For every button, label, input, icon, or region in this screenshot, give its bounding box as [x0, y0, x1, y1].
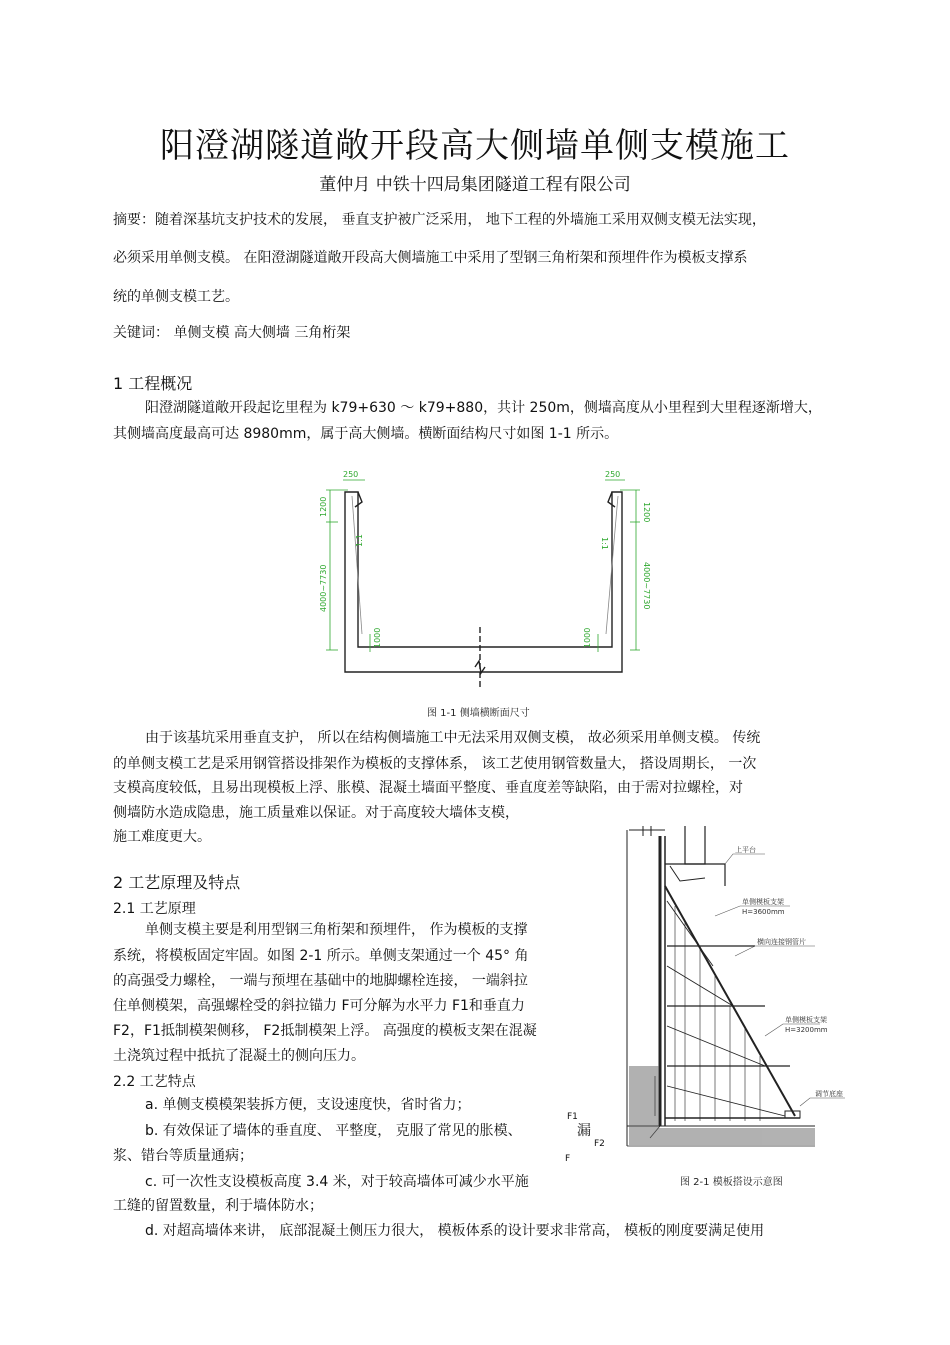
label-connect-pipe: 横向连接钢管片 — [757, 938, 806, 946]
s21-line5: F2，F1抵制模架侧移， F2抵制模架上浮。 高强度的模板支架在混凝 — [113, 1023, 537, 1039]
s1-para1-line1: 阳澄湖隧道敞开段起讫里程为 k79+630 ～ k79+880，共计 250m，侧墙高度从小里程到大里程逐渐增大， — [145, 400, 822, 416]
cross-section-figure — [300, 462, 660, 692]
abstract-line-2: 必须采用单侧支模。 在阳澄湖隧道敞开段高大侧墙施工中采用了型钢三角桁架和预埋件作为模板支撑系 — [113, 250, 748, 266]
feature-b-line1-end: 漏 — [577, 1123, 591, 1139]
s1-para2-line2: 的单侧支模工艺是采用钢管搭设排架作为模板的支撑体系， 该工艺使用钢管数量大， 搭设周期长， 一次 — [113, 756, 757, 772]
force-f1: F1 — [567, 1112, 578, 1122]
feature-b-line1: b. 有效保证了墙体的垂直度、 平整度， 克服了常见的胀模、 — [145, 1123, 522, 1139]
s1-para2-line3: 支模高度较低，且易出现模板上浮、胀模、混凝土墙面平整度、垂直度差等缺陷，由于需对拉螺栓，对 — [113, 780, 743, 796]
dim-left-top: 1200 — [319, 496, 328, 517]
slope-left: 1:1 — [355, 534, 364, 547]
force-f: F — [565, 1154, 571, 1164]
s21-line4: 住单侧模架，高强螺栓受的斜拉锚力 F可分解为水平力 F1和垂直力 — [113, 998, 525, 1014]
section-2-heading: 2 工艺原理及特点 — [113, 873, 241, 892]
label-platform: 上平台 — [735, 846, 756, 854]
dim-top-left: 250 — [343, 470, 359, 479]
figure-1-caption: 图 1-1 侧墙横断面尺寸 — [427, 708, 530, 719]
s1-para2-line5: 施工难度更大。 — [113, 829, 211, 845]
subsection-2-2: 2.2 工艺特点 — [113, 1074, 196, 1090]
feature-c-line2: 工缝的留置数量，利于墙体防水； — [113, 1198, 323, 1214]
abstract-line-3: 统的单侧支模工艺。 — [113, 289, 239, 305]
dim-right-mid: 4000~7730 — [642, 562, 651, 610]
s21-line2: 系统，将模板固定牢固。如图 2-1 所示。单侧支架通过一个 45° 角 — [113, 948, 529, 964]
dim-left-mid: 4000~7730 — [319, 564, 328, 612]
dim-bottom-right: 1000 — [583, 627, 592, 648]
label-base: 调节底座 — [815, 1090, 843, 1098]
s21-line1: 单侧支模主要是利用型钢三角桁架和预埋件， 作为模板的支撑 — [145, 922, 528, 938]
figure-2-caption: 图 2-1 模板搭设示意图 — [680, 1177, 783, 1188]
formwork-figure — [615, 826, 850, 1156]
s21-line3: 的高强受力螺栓， 一端与预埋在基础中的地脚螺栓连接， 一端斜拉 — [113, 973, 528, 989]
author-line: 董仲月 中铁十四局集团隧道工程有限公司 — [319, 175, 631, 195]
force-f2: F2 — [594, 1139, 605, 1149]
dim-top-right: 250 — [605, 470, 621, 479]
label-support-1: 单侧模板支架 — [742, 898, 784, 906]
slope-right: 1:1 — [600, 537, 609, 550]
feature-b-line2: 浆、错台等质量通病； — [113, 1148, 253, 1164]
feature-c-line1: c. 可一次性支设模板高度 3.4 米，对于较高墙体可减少水平施 — [145, 1174, 529, 1190]
keywords: 关键词： 单侧支模 高大侧墙 三角桁架 — [113, 325, 351, 341]
s1-para1-line2: 其侧墙高度最高可达 8980mm，属于高大侧墙。横断面结构尺寸如图 1-1 所示。 — [113, 426, 619, 442]
label-support-1-height: H=3600mm — [742, 908, 785, 916]
dim-bottom-left: 1000 — [373, 627, 382, 648]
subsection-2-1: 2.1 工艺原理 — [113, 901, 196, 917]
s1-para2-line1: 由于该基坑采用垂直支护， 所以在结构侧墙施工中无法采用双侧支模， 故必须采用单侧支模。 传统 — [145, 730, 761, 746]
s1-para2-line4: 侧墙防水造成隐患，施工质量难以保证。对于高度较大墙体支模， — [113, 805, 519, 821]
abstract-line-1: 摘要：随着深基坑支护技术的发展， 垂直支护被广泛采用， 地下工程的外墙施工采用双侧支模无法实现， — [113, 212, 766, 228]
label-support-2-height: H=3200mm — [785, 1026, 828, 1034]
dim-right-top: 1200 — [642, 502, 651, 523]
section-1-heading: 1 工程概况 — [113, 374, 193, 393]
label-support-2: 单侧模板支架 — [785, 1016, 827, 1024]
feature-d: d. 对超高墙体来讲， 底部混凝土侧压力很大， 模板体系的设计要求非常高， 模板的刚度要满足使用 — [145, 1223, 765, 1239]
s21-line6: 土浇筑过程中抵抗了混凝土的侧向压力。 — [113, 1048, 365, 1064]
page-title: 阳澄湖隧道敞开段高大侧墙单侧支模施工 — [160, 126, 790, 166]
feature-a: a. 单侧支模模架装拆方便，支设速度快，省时省力； — [145, 1097, 471, 1113]
